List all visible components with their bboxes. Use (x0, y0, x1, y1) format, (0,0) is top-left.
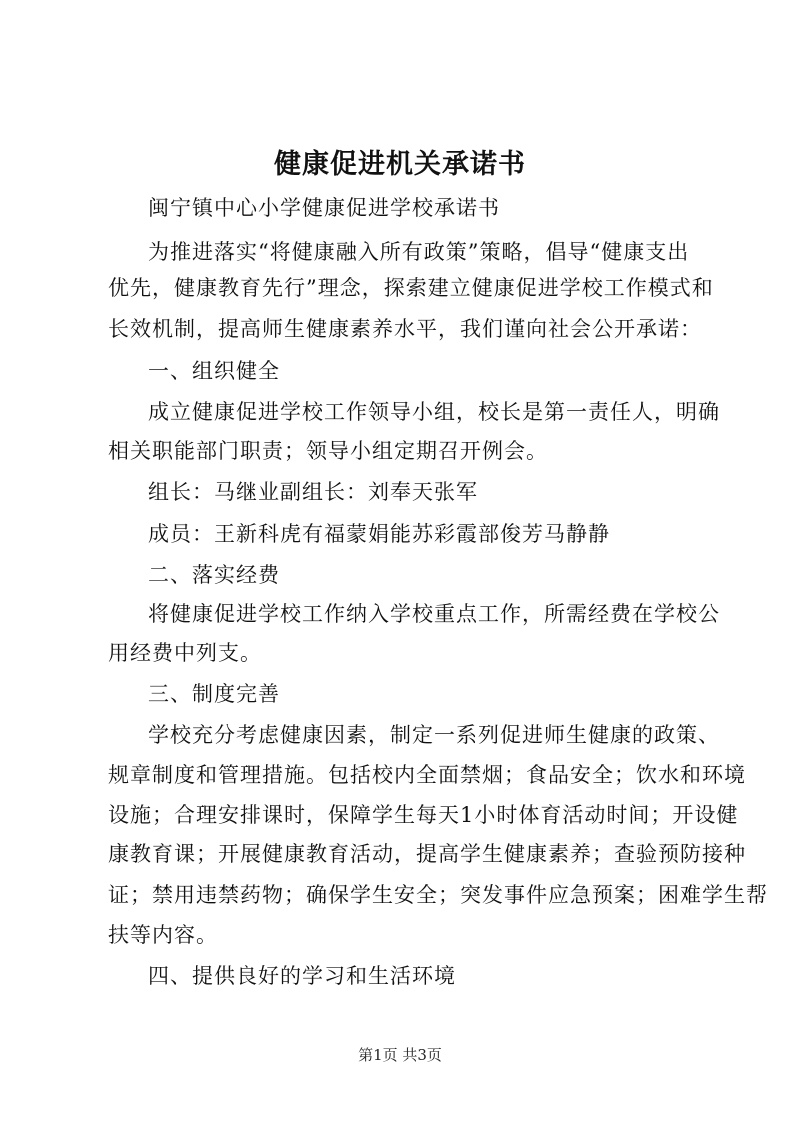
document-title: 健康促进机关承诺书 (274, 149, 526, 180)
paragraph-line: 组长：马继业副组长：刘奉天张军 (148, 480, 478, 504)
section-heading: 三、制度完善 (148, 682, 280, 706)
paragraph-line: 将健康促进学校工作纳入学校重点工作，所需经费在学校公 (148, 602, 720, 626)
paragraph-line: 证；禁用违禁药物；确保学生安全；突发事件应急预案；困难学生帮 (108, 883, 768, 907)
paragraph-line: 康教育课；开展健康教育活动，提高学生健康素养；查验预防接种 (108, 842, 746, 866)
section-heading: 二、落实经费 (148, 563, 280, 587)
paragraph-line: 优先，健康教育先行”理念，探索建立健康促进学校工作模式和 (108, 276, 714, 300)
subtitle-line: 闽宁镇中心小学健康促进学校承诺书 (148, 196, 500, 220)
paragraph-line: 规章制度和管理措施。包括校内全面禁烟；食品安全；饮水和环境 (108, 763, 746, 787)
page-footer: 第1页 共3页 (358, 1046, 442, 1064)
paragraph-line: 用经费中列支。 (108, 641, 262, 665)
paragraph-line: 设施；合理安排课时，保障学生每天1小时体育活动时间；开设健 (108, 803, 739, 827)
paragraph-line: 相关职能部门职责；领导小组定期召开例会。 (108, 439, 548, 463)
paragraph-line: 学校充分考虑健康因素，制定一系列促进师生健康的政策、 (148, 723, 720, 747)
paragraph-line: 长效机制，提高师生健康素养水平，我们谨向社会公开承诺： (108, 317, 702, 341)
paragraph-line: 成员：王新科虎有福蒙娟能苏彩霞部俊芳马静静 (148, 522, 610, 546)
paragraph-line: 为推进落实“将健康融入所有政策”策略，倡导“健康支出 (148, 240, 690, 264)
paragraph-line: 扶等内容。 (108, 923, 218, 947)
section-heading: 一、组织健全 (148, 359, 280, 383)
paragraph-line: 成立健康促进学校工作领导小组，校长是第一责任人，明确 (148, 400, 720, 424)
section-heading: 四、提供良好的学习和生活环境 (148, 964, 456, 988)
